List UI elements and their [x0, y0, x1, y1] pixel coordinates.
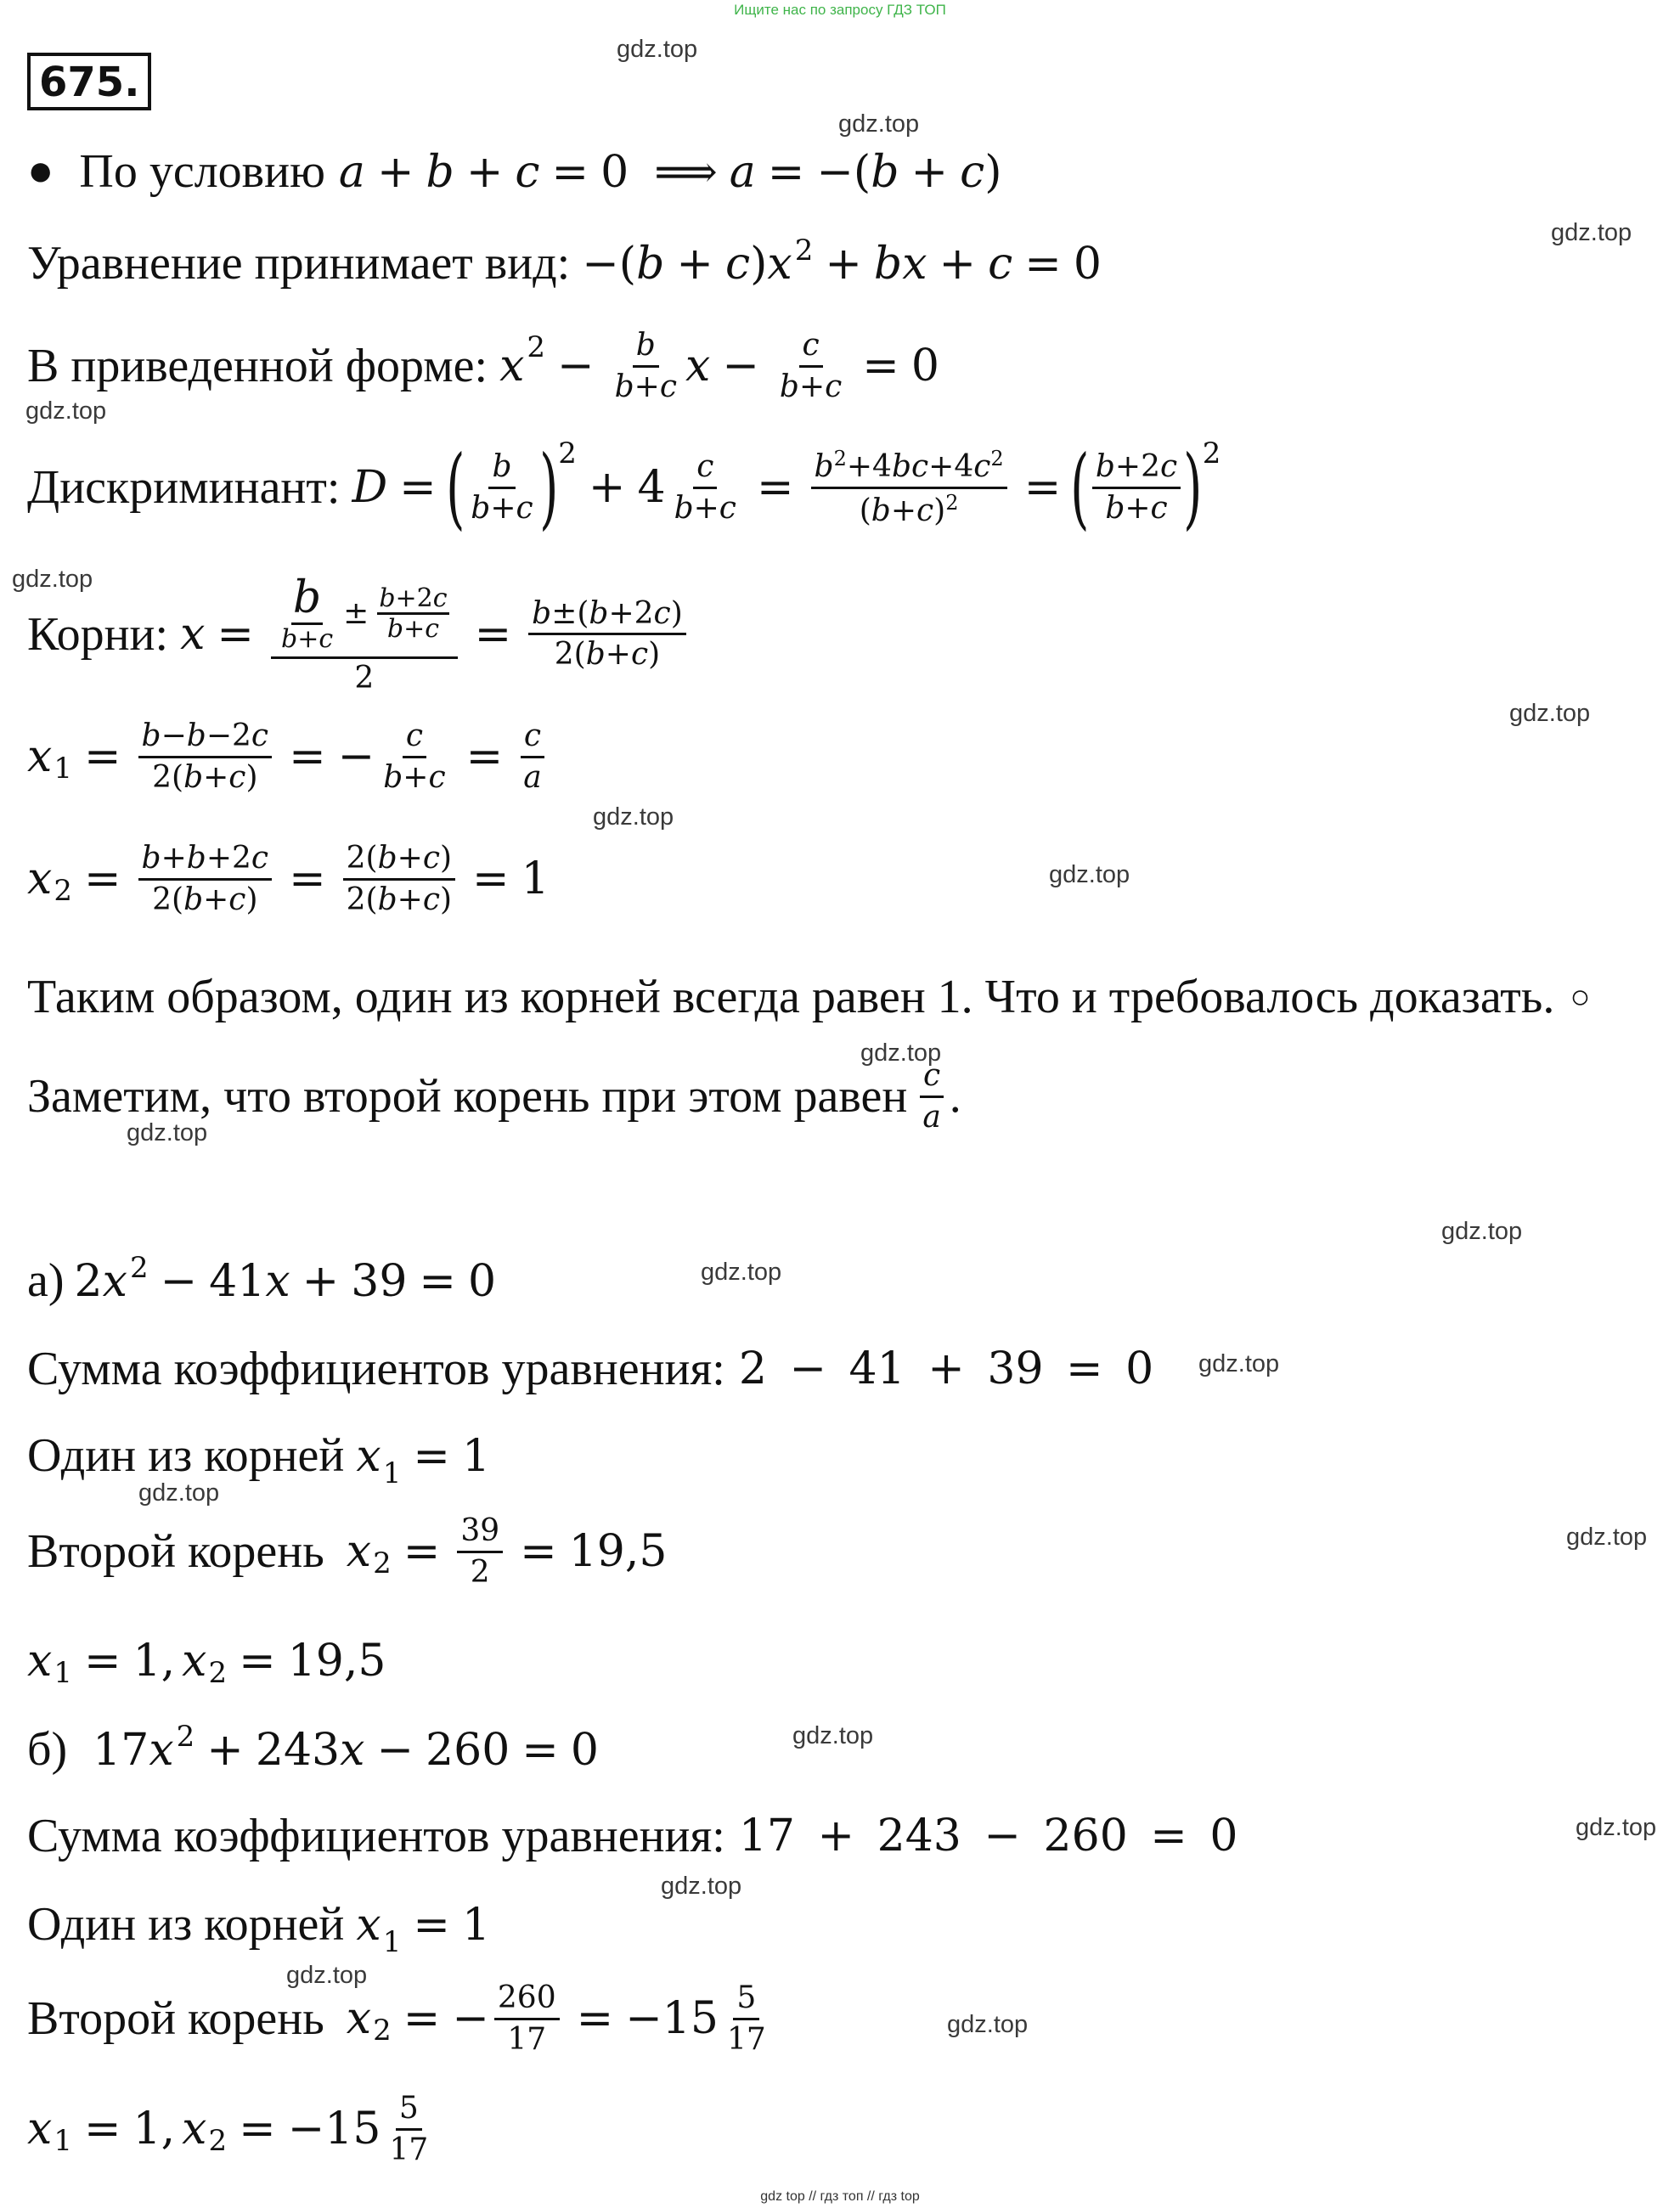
condition-label: По условию: [79, 145, 325, 198]
watermark: gdz.top: [661, 1873, 742, 1900]
part-a-final-line: x 1 = 1, x 2 = 19,5: [27, 1636, 386, 1690]
part-b-second-root-line: Второй корень x 2 = − $\frac{260}{17}$ = −15 $\frac{5}{17}$: [27, 1982, 775, 2056]
discriminant-math: D = ( $\frac{b}{b+c}$ ) 2 + 4 $\frac{c}{b+c}$ = $\frac{b^2+4bc+4c^2}{(b+c)^2}$ = ( $\frac{b+2c}{b+c}$ ) 2: [352, 436, 1221, 539]
part-a-sum-expr: 2 − 41 + 39 = 0: [738, 1343, 1154, 1394]
watermark: gdz.top: [792, 1722, 874, 1749]
watermark: gdz.top: [1566, 1524, 1648, 1551]
conclusion-text: Таким образом, один из корней всегда равен 1. Что и требовалось доказать.: [27, 971, 1555, 1023]
watermark: gdz.top: [127, 1119, 208, 1146]
reduced-form-label: В приведенной форме:: [27, 340, 488, 393]
part-b-second-root-whole: −15: [625, 1993, 719, 2045]
note-line: Заметим, что второй корень при этом равен $\frac{c}{a}$ .: [27, 1058, 961, 1135]
x2-derivation-line: x 2 = $\frac{b+b+2c}{2(b+c)}$ = $\frac{2(b+c)}{2(b+c)}$ = 1: [27, 841, 550, 917]
bullet: ●: [27, 147, 54, 195]
x1-derivation-line: x 1 = $\frac{b-b-2c}{2(b+c)}$ = − $\frac{c}{b+c}$ = $\frac{c}{a}$: [27, 720, 550, 794]
reduced-form-math: x 2 − $\frac{b}{b+c}$ x − $\frac{c}{b+c}$ = 0: [499, 328, 939, 404]
watermark: gdz.top: [1198, 1350, 1280, 1377]
part-a-second-root-num: 39: [457, 1515, 503, 1553]
part-a-sum-line: [27, 1345, 1153, 1393]
part-b-frac-den: 17: [726, 2021, 766, 2057]
equation-form-label: Уравнение принимает вид:: [27, 237, 571, 290]
part-b-second-root-label: Второй корень: [27, 1992, 324, 2046]
part-b-equation-line: [27, 1720, 599, 1776]
note-end: .: [949, 1070, 961, 1124]
part-b-frac-num: 5: [733, 1982, 759, 2020]
watermark: gdz.top: [138, 1479, 220, 1507]
watermark: gdz.top: [286, 1962, 368, 1989]
watermark: gdz.top: [12, 566, 93, 593]
watermark: gdz.top: [1441, 1218, 1523, 1245]
part-a-label: а): [27, 1254, 65, 1307]
watermark: gdz.top: [1551, 219, 1632, 246]
part-a-one-root-line: Один из корней $x_1 = 1$: [27, 1429, 491, 1490]
watermark: gdz.top: [25, 397, 107, 425]
watermark: gdz.top: [593, 803, 674, 831]
part-a-one-root-label: Один из корней: [27, 1429, 345, 1482]
discriminant-label: Дискриминант:: [27, 461, 341, 514]
watermark: gdz.top: [701, 1259, 782, 1286]
equation-form-math: $-(b + c)x^2$ + bx + c = 0: [582, 234, 1102, 290]
part-b-second-root-num: 260: [494, 1982, 560, 2020]
top-banner: Ищите нас по запросу ГДЗ ТОП: [734, 2, 946, 18]
note-text: Заметим, что второй корень при этом равен: [27, 1070, 908, 1124]
part-a-equation: $2x^2 - 41x + 39 = 0$: [74, 1251, 497, 1307]
roots-line: [27, 574, 691, 695]
conclusion-line: [27, 973, 1591, 1021]
watermark: gdz.top: [1049, 861, 1130, 888]
roots-label: Корни:: [27, 607, 169, 661]
condition-line: [27, 145, 1002, 198]
part-b-one-root-line: Один из корней $x_1 = 1$: [27, 1898, 491, 1959]
watermark: gdz.top: [617, 36, 698, 63]
part-b-one-root-label: Один из корней: [27, 1898, 345, 1951]
bottom-banner: gdz top // гдз топ // гдз top: [760, 2189, 920, 2204]
watermark: gdz.top: [860, 1039, 942, 1067]
reduced-form-line: [27, 330, 939, 403]
roots-math: x = $\frac{b}{b+c}$ ± $\frac{b+2c}{b+c}$ 2 = $\frac{b\pm(b+2c)}{2(b+c)}$: [180, 574, 691, 695]
part-b-final-line: x 1 = 1, x 2 = −15 $\frac{5}{17}$: [27, 2091, 429, 2167]
part-a-second-root-value: 19,5: [568, 1526, 668, 1578]
part-a-second-root-den: 2: [470, 1554, 490, 1590]
equation-form-line: [27, 234, 1102, 290]
condition-math: a + b + c = 0 ⟹ a = −(b + c): [338, 147, 1002, 198]
part-b-sum-label: Сумма коэффициентов уравнения:: [27, 1810, 725, 1862]
watermark: gdz.top: [1576, 1814, 1657, 1841]
watermark: gdz.top: [838, 110, 920, 138]
part-a-equation-line: [27, 1251, 497, 1307]
end-of-proof-mark: ○: [1570, 977, 1591, 1016]
problem-number: 675.: [27, 53, 151, 110]
watermark: gdz.top: [1509, 700, 1591, 727]
part-a-second-root-line: Второй корень x 2 = $\frac{39}{2}$ = 19,5: [27, 1513, 668, 1590]
part-b-label: б): [27, 1723, 68, 1776]
watermark: gdz.top: [947, 2011, 1029, 2038]
part-b-second-root-den: 17: [507, 2021, 547, 2057]
discriminant-line: [27, 436, 1221, 539]
part-b-sum-expr: 17 + 243 − 260 = 0: [738, 1811, 1238, 1862]
part-b-equation: $17x^2 + 243x - 260 = 0$: [93, 1720, 599, 1776]
part-a-sum-label: Сумма коэффициентов уравнения:: [27, 1343, 725, 1395]
part-a-second-root-label: Второй корень: [27, 1525, 324, 1579]
part-b-sum-line: [27, 1812, 1238, 1860]
